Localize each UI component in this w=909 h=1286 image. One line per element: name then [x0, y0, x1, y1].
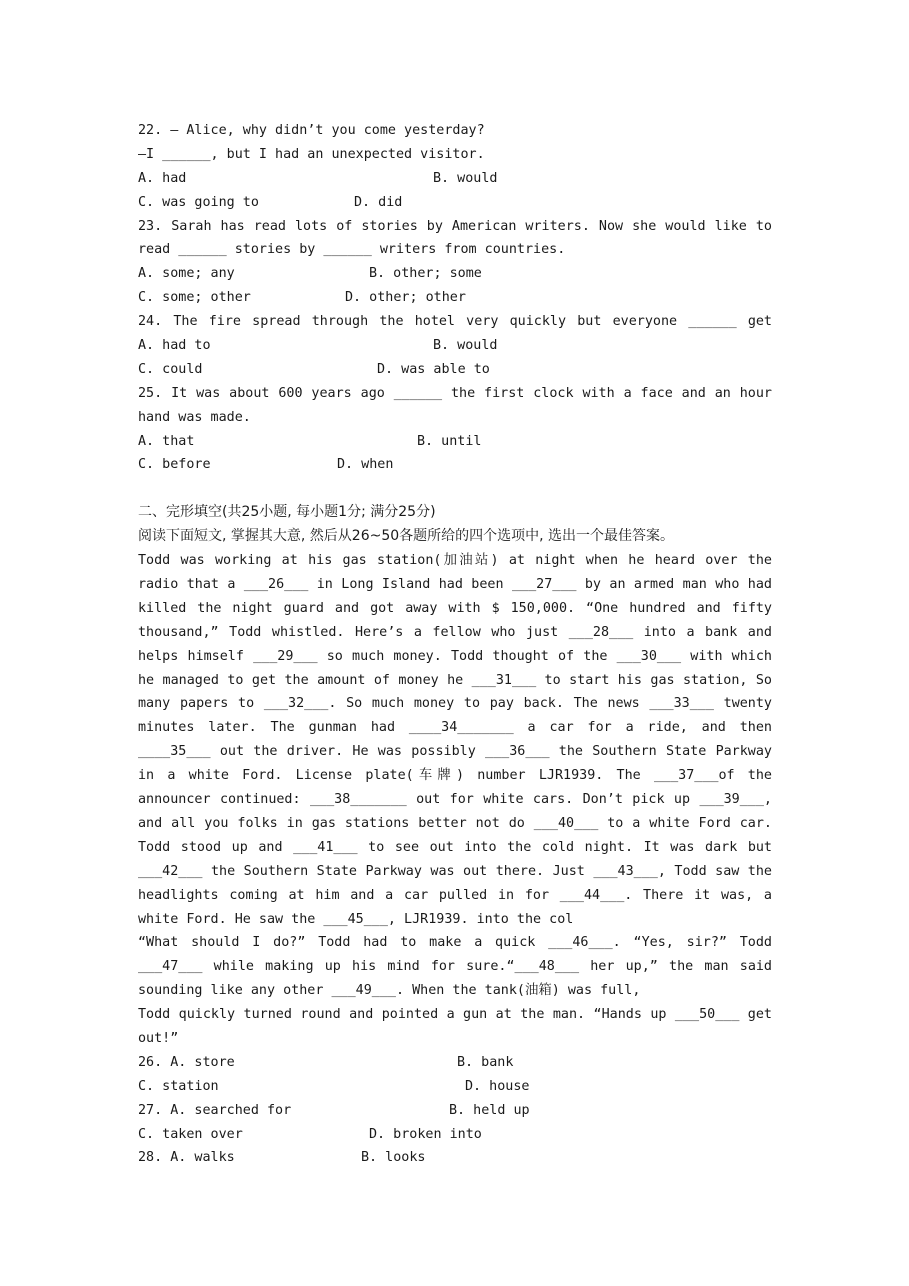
passage-line: sounding like any other ___49___. When the tank(油箱) was full,: [138, 983, 641, 999]
question-stem: 22. — Alice, why didn’t you come yesterday?: [138, 123, 485, 138]
option: C. station: [138, 1078, 219, 1094]
passage-line: white Ford. He saw the ___45___, LJR1939. into the col: [138, 911, 574, 927]
passage-line: minutes later. The gunman had ____34_______ a car for a ride, and then: [138, 720, 772, 736]
option-row: [138, 430, 772, 454]
option-row: [138, 1075, 772, 1099]
passage-line: radio that a ___26___ in Long Island had been ___27___ by an armed man who had: [138, 577, 772, 593]
passage-line: Todd quickly turned round and pointed a gun at the man. “Hands up ___50___ get: [138, 1007, 772, 1023]
passage-line: ____35___ out the driver. He was possibly ___36___ the Southern State Parkway: [138, 744, 772, 760]
option-row: [138, 262, 772, 286]
option: 28. A. walks: [138, 1150, 235, 1166]
option-row: [138, 453, 772, 477]
question-stem: —I ______, but I had an unexpected visitor.: [138, 146, 485, 162]
option-row: [138, 286, 772, 310]
option-row: [138, 1146, 772, 1170]
option: B. held up: [449, 1102, 530, 1118]
option: B. looks: [361, 1150, 426, 1166]
section-heading: 二、完形填空(共25小题, 每小题1分; 满分25分): [138, 504, 436, 521]
passage-line: in a white Ford. License plate(车牌) number LJR1939. The ___37___of the: [138, 768, 772, 784]
option: C. could: [138, 361, 203, 377]
option: B. would: [433, 170, 498, 186]
section-instruction: 阅读下面短文, 掌握其大意, 然后从26~50各题所给的四个选项中, 选出一个最佳答案。: [138, 528, 675, 545]
passage-line: announcer continued: ___38_______ out for white cars. Don’t pick up ___39___,: [138, 792, 772, 808]
option: C. taken over: [138, 1126, 243, 1142]
passage-line: ___42___ the Southern State Parkway was out there. Just ___43___, Todd saw the: [138, 863, 772, 879]
option: A. that: [138, 433, 195, 449]
spacer: [138, 477, 772, 501]
passage-line: many papers to ___32___. So much money to pay back. The news ___33___ twenty: [138, 696, 772, 712]
question-stem: 25. It was about 600 years ago ______ the first clock with a face and an hour: [138, 385, 772, 401]
option: D. when: [337, 457, 394, 473]
option-row: [138, 191, 772, 215]
passage-line: headlights coming at him and a car pulled in for ___44___. There it was, a: [138, 887, 772, 903]
option-row: [138, 1099, 772, 1123]
option: A. had: [138, 170, 187, 186]
option: C. some; other: [138, 290, 251, 306]
question-stem: read ______ stories by ______ writers from countries.: [138, 242, 566, 258]
passage-line: and all you folks in gas stations better not do ___40___ to a white Ford car.: [138, 815, 772, 831]
option: A. some; any: [138, 266, 235, 282]
passage-line: “What should I do?” Todd had to make a quick ___46___. “Yes, sir?” Todd: [138, 935, 772, 951]
passage-line: thousand,” Todd whistled. Here’s a fellow who just ___28___ into a bank and: [138, 624, 772, 640]
option-row: [138, 1123, 772, 1147]
option: D. did: [354, 194, 403, 210]
passage-line: Todd was working at his gas station(加油站) at night when he heard over the: [138, 553, 772, 569]
passage-line: he managed to get the amount of money he ___31___ to start his gas station, So: [138, 672, 772, 688]
option: B. bank: [457, 1054, 514, 1070]
option: D. was able to: [377, 361, 490, 377]
option-row: [138, 358, 772, 382]
option: B. would: [433, 338, 498, 354]
option-row: [138, 167, 772, 191]
option: B. until: [417, 433, 482, 449]
question-stem: hand was made.: [138, 409, 251, 425]
question-stem: 24. The fire spread through the hotel very quickly but everyone ______ get: [138, 314, 772, 330]
option: D. broken into: [369, 1126, 482, 1142]
option: D. other; other: [345, 290, 466, 306]
passage-line: killed the night guard and got away with $ 150,000. “One hundred and fifty: [138, 600, 772, 616]
option: 26. A. store: [138, 1054, 235, 1070]
option: C. was going to: [138, 194, 259, 210]
passage-line: ___47___ while making up his mind for sure.“___48___ her up,” the man said: [138, 959, 772, 975]
question-stem: 23. Sarah has read lots of stories by American writers. Now she would like to: [138, 218, 772, 234]
option: C. before: [138, 457, 211, 473]
option: A. had to: [138, 338, 211, 354]
passage-line: Todd stood up and ___41___ to see out into the cold night. It was dark but: [138, 839, 772, 855]
option-row: [138, 334, 772, 358]
option: D. house: [465, 1078, 530, 1094]
passage-line: helps himself ___29___ so much money. Todd thought of the ___30___ with which: [138, 648, 772, 664]
option: 27. A. searched for: [138, 1102, 292, 1118]
passage-line: out!”: [138, 1030, 179, 1046]
document-page: [138, 119, 772, 1170]
option-row: [138, 1051, 772, 1075]
option: B. other; some: [369, 266, 482, 282]
